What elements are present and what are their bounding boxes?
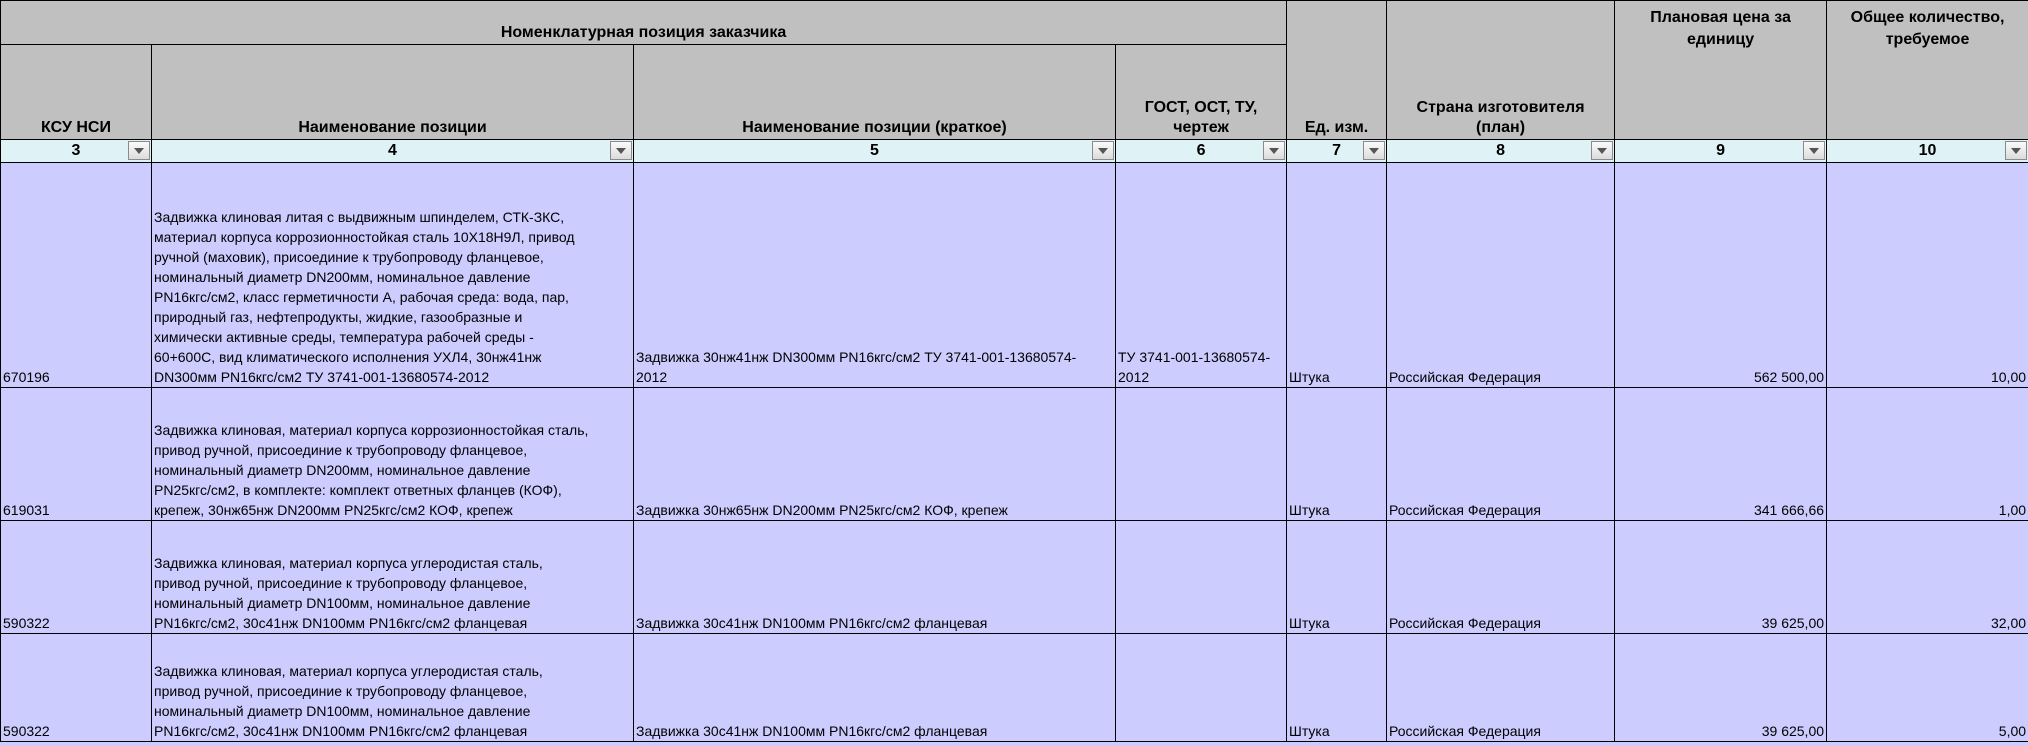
column-number: 6 — [1196, 142, 1206, 159]
quantity-cell[interactable]: 1,00 — [1827, 388, 2028, 521]
ksu-cell[interactable]: 619031 — [1, 388, 152, 521]
header-name: Наименование позиции — [152, 45, 634, 140]
column-number: 5 — [870, 142, 879, 159]
price-cell[interactable]: 39 625,00 — [1615, 521, 1827, 634]
country-cell[interactable]: Российская Федерация — [1387, 521, 1615, 634]
name-cell[interactable]: Задвижка клиновая, материал корпуса углеродистая сталь, привод ручной, присоединие к трубопроводу фланцевое, номинальный диаметр DN100мм, номинальное давление PN16кгс/см2, 30с41нж DN100мм PN16кгс/см2 фланцевая — [152, 634, 634, 742]
country-cell[interactable]: Российская Федерация — [1387, 388, 1615, 521]
table-row[interactable] — [1, 163, 2028, 388]
column-number: 8 — [1496, 142, 1505, 159]
gost-cell[interactable] — [1116, 634, 1287, 742]
header-ksu: КСУ НСИ — [1, 45, 152, 140]
unit-cell[interactable]: Штука — [1287, 163, 1387, 388]
short-name-cell[interactable]: Задвижка 30нж41нж DN300мм PN16кгс/см2 ТУ 3741-001-13680574- 2012 — [634, 163, 1116, 388]
country-cell[interactable]: Российская Федерация — [1387, 634, 1615, 742]
header-country: Страна изготовителя (план) — [1387, 1, 1615, 140]
unit-cell[interactable]: Штука — [1287, 634, 1387, 742]
header-price: Плановая цена за единицу — [1615, 1, 1827, 140]
price-cell[interactable]: 39 625,00 — [1615, 634, 1827, 742]
header-quantity: Общее количество, требуемое — [1827, 1, 2028, 140]
header-group-title: Номенклатурная позиция заказчика — [1, 1, 1287, 45]
column-number: 9 — [1716, 142, 1725, 159]
gost-cell[interactable] — [1116, 521, 1287, 634]
unit-cell[interactable]: Штука — [1287, 388, 1387, 521]
price-cell[interactable]: 562 500,00 — [1615, 163, 1827, 388]
quantity-cell[interactable]: 5,00 — [1827, 634, 2028, 742]
table-row[interactable] — [1, 634, 2028, 742]
column-number-cell — [1827, 140, 2028, 163]
filter-dropdown-icon[interactable] — [2005, 141, 2027, 160]
column-number-cell — [1287, 140, 1387, 163]
quantity-cell[interactable]: 32,00 — [1827, 521, 2028, 634]
name-cell[interactable]: Задвижка клиновая литая с выдвижным шпинделем, СТК-ЗКС, материал корпуса коррозионностойкая сталь 10Х18Н9Л, привод ручной (маховик), присоединие к трубопроводу фланцевое, номинальный диаметр DN200мм, номинальное давление PN16кгс/см2, класс герметичности А, рабочая среда: вода, пар, природный газ, нефтепродукты, жидкие, газообразные и химически активные среды, температура рабочей среды - 60+600С, вид климатического исполнения УХЛ4, 30нж41нж DN300мм PN16кгс/см2 ТУ 3741-001-13680574-2012 — [152, 163, 634, 388]
filter-dropdown-icon[interactable] — [1263, 141, 1285, 160]
ksu-cell[interactable]: 590322 — [1, 634, 152, 742]
column-number: 4 — [388, 142, 397, 159]
header-short-name: Наименование позиции (краткое) — [634, 45, 1116, 140]
table-row[interactable] — [1, 521, 2028, 634]
column-number-cell — [1, 140, 152, 163]
header-unit: Ед. изм. — [1287, 1, 1387, 140]
column-number-cell — [152, 140, 634, 163]
column-number-cell — [1387, 140, 1615, 163]
gost-cell[interactable]: ТУ 3741-001-13680574- 2012 — [1116, 163, 1287, 388]
country-cell[interactable]: Российская Федерация — [1387, 163, 1615, 388]
ksu-cell[interactable]: 590322 — [1, 521, 152, 634]
filter-dropdown-icon[interactable] — [1363, 141, 1385, 160]
short-name-cell[interactable]: Задвижка 30с41нж DN100мм PN16кгс/см2 фланцевая — [634, 521, 1116, 634]
filter-dropdown-icon[interactable] — [1591, 141, 1613, 160]
column-number-cell — [1615, 140, 1827, 163]
short-name-cell[interactable]: Задвижка 30нж65нж DN200мм PN25кгс/см2 КОФ, крепеж — [634, 388, 1116, 521]
unit-cell[interactable]: Штука — [1287, 521, 1387, 634]
filter-dropdown-icon[interactable] — [1803, 141, 1825, 160]
name-cell[interactable]: Задвижка клиновая, материал корпуса коррозионностойкая сталь, привод ручной, присоединие к трубопроводу фланцевое, номинальный диаметр DN200мм, номинальное давление PN25кгс/см2, в комплекте: комплект ответных фланцев (КОФ), крепеж, 30нж65нж DN200мм PN25кгс/см2 КОФ, крепеж — [152, 388, 634, 521]
filter-dropdown-icon[interactable] — [1092, 141, 1114, 160]
gost-cell[interactable] — [1116, 388, 1287, 521]
name-cell[interactable]: Задвижка клиновая, материал корпуса углеродистая сталь, привод ручной, присоединие к трубопроводу фланцевое, номинальный диаметр DN100мм, номинальное давление PN16кгс/см2, 30с41нж DN100мм PN16кгс/см2 фланцевая — [152, 521, 634, 634]
filter-dropdown-icon[interactable] — [610, 141, 632, 160]
price-cell[interactable]: 341 666,66 — [1615, 388, 1827, 521]
ksu-cell[interactable]: 670196 — [1, 163, 152, 388]
column-number-cell — [1116, 140, 1287, 163]
short-name-cell[interactable]: Задвижка 30с41нж DN100мм PN16кгс/см2 фланцевая — [634, 634, 1116, 742]
column-number: 3 — [71, 142, 81, 159]
column-number: 10 — [1918, 142, 1937, 159]
header-gost: ГОСТ, ОСТ, ТУ, чертеж — [1116, 45, 1287, 140]
quantity-cell[interactable]: 10,00 — [1827, 163, 2028, 388]
column-number-cell — [634, 140, 1116, 163]
filter-dropdown-icon[interactable] — [128, 141, 150, 160]
column-number: 7 — [1332, 142, 1341, 159]
table-row[interactable] — [1, 388, 2028, 521]
